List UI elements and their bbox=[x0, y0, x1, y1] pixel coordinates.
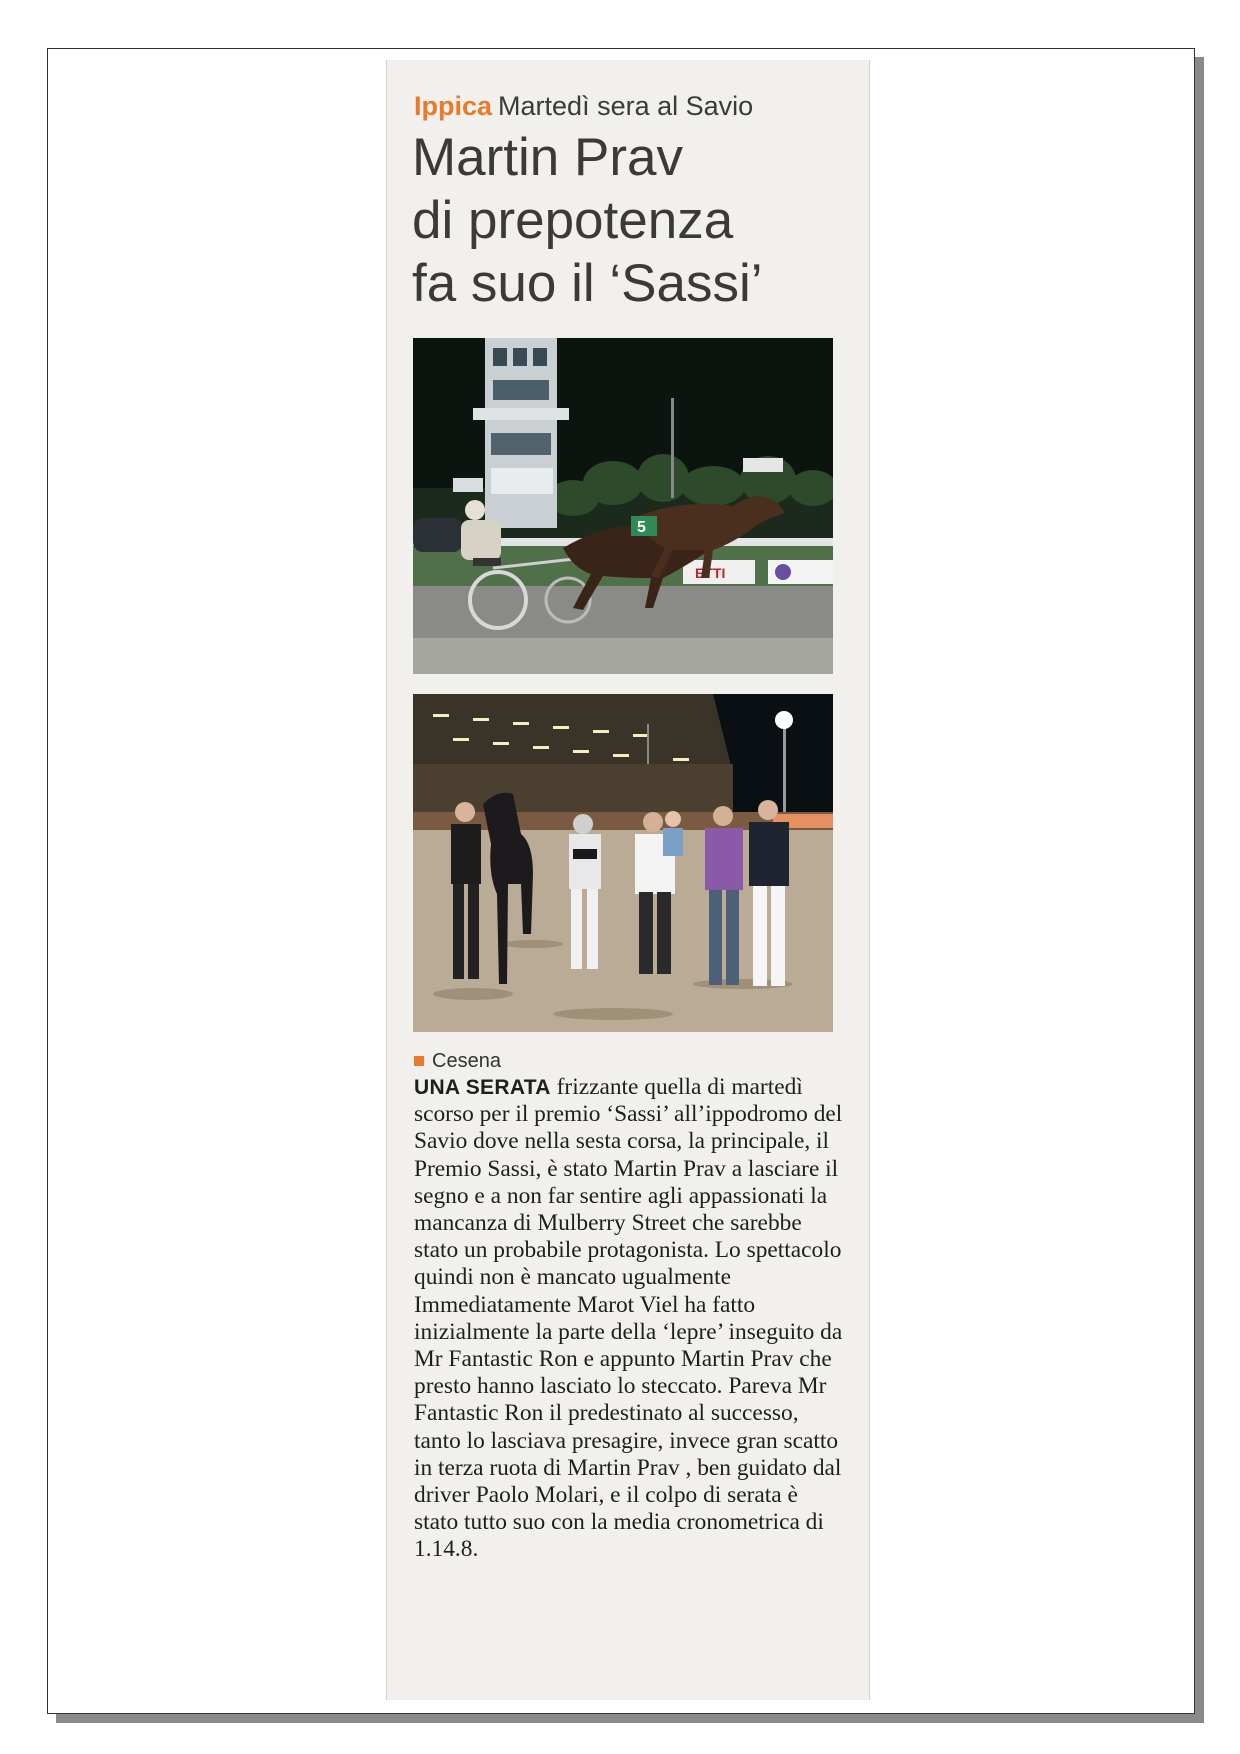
race-photo-illustration bbox=[413, 338, 833, 674]
dateline-city: Cesena bbox=[432, 1050, 501, 1072]
saddle-cloth-number: 5 bbox=[637, 519, 646, 536]
headline-line-3: fa suo il ‘Sassi’ bbox=[412, 254, 763, 313]
ceremony-photo bbox=[413, 694, 833, 1032]
article-lead-in: UNA SERATA bbox=[414, 1076, 551, 1099]
dateline bbox=[414, 1047, 814, 1075]
dateline-marker-icon bbox=[414, 1056, 424, 1066]
newspaper-clipping bbox=[386, 60, 870, 1700]
race-photo bbox=[413, 338, 833, 674]
kicker-section-tag: Ippica bbox=[414, 91, 493, 121]
ceremony-photo-illustration bbox=[413, 694, 833, 1032]
kicker-subtitle: Martedì sera al Savio bbox=[498, 91, 754, 121]
headline-line-2: di prepotenza bbox=[412, 191, 734, 250]
article-body-text: frizzante quella di martedì scorso per il premio ‘Sassi’ all’ippodromo del Savio dove nella sesta corsa, la principale, il Premio Sassi, è stato Martin Prav a lasciare il segno e a non far sentire agli appassionati la mancanza di Mulberry Street che sarebbe stato un probabile protagonista. Lo spettacolo quindi non è mancato ugualmente Immediatamente Marot Viel ha fatto inizialmente la parte della ‘lepre’ inseguito da Mr Fantastic Ron e appunto Martin Prav che presto hanno lasciato lo steccato. Pareva Mr Fantastic Ron il predestinato al successo, tanto lo lasciava presagire, invece gran scatto in terza ruota di Martin Prav , ben guidato dal driver Paolo Molari, e il colpo di serata è stato tutto suo con la media cronometrica di 1.14.8. bbox=[414, 1074, 843, 1563]
kicker bbox=[414, 86, 854, 126]
article-body bbox=[414, 1074, 844, 1684]
headline-line-1: Martin Prav bbox=[412, 128, 683, 187]
sponsor-board-text: ETTI bbox=[695, 565, 726, 581]
